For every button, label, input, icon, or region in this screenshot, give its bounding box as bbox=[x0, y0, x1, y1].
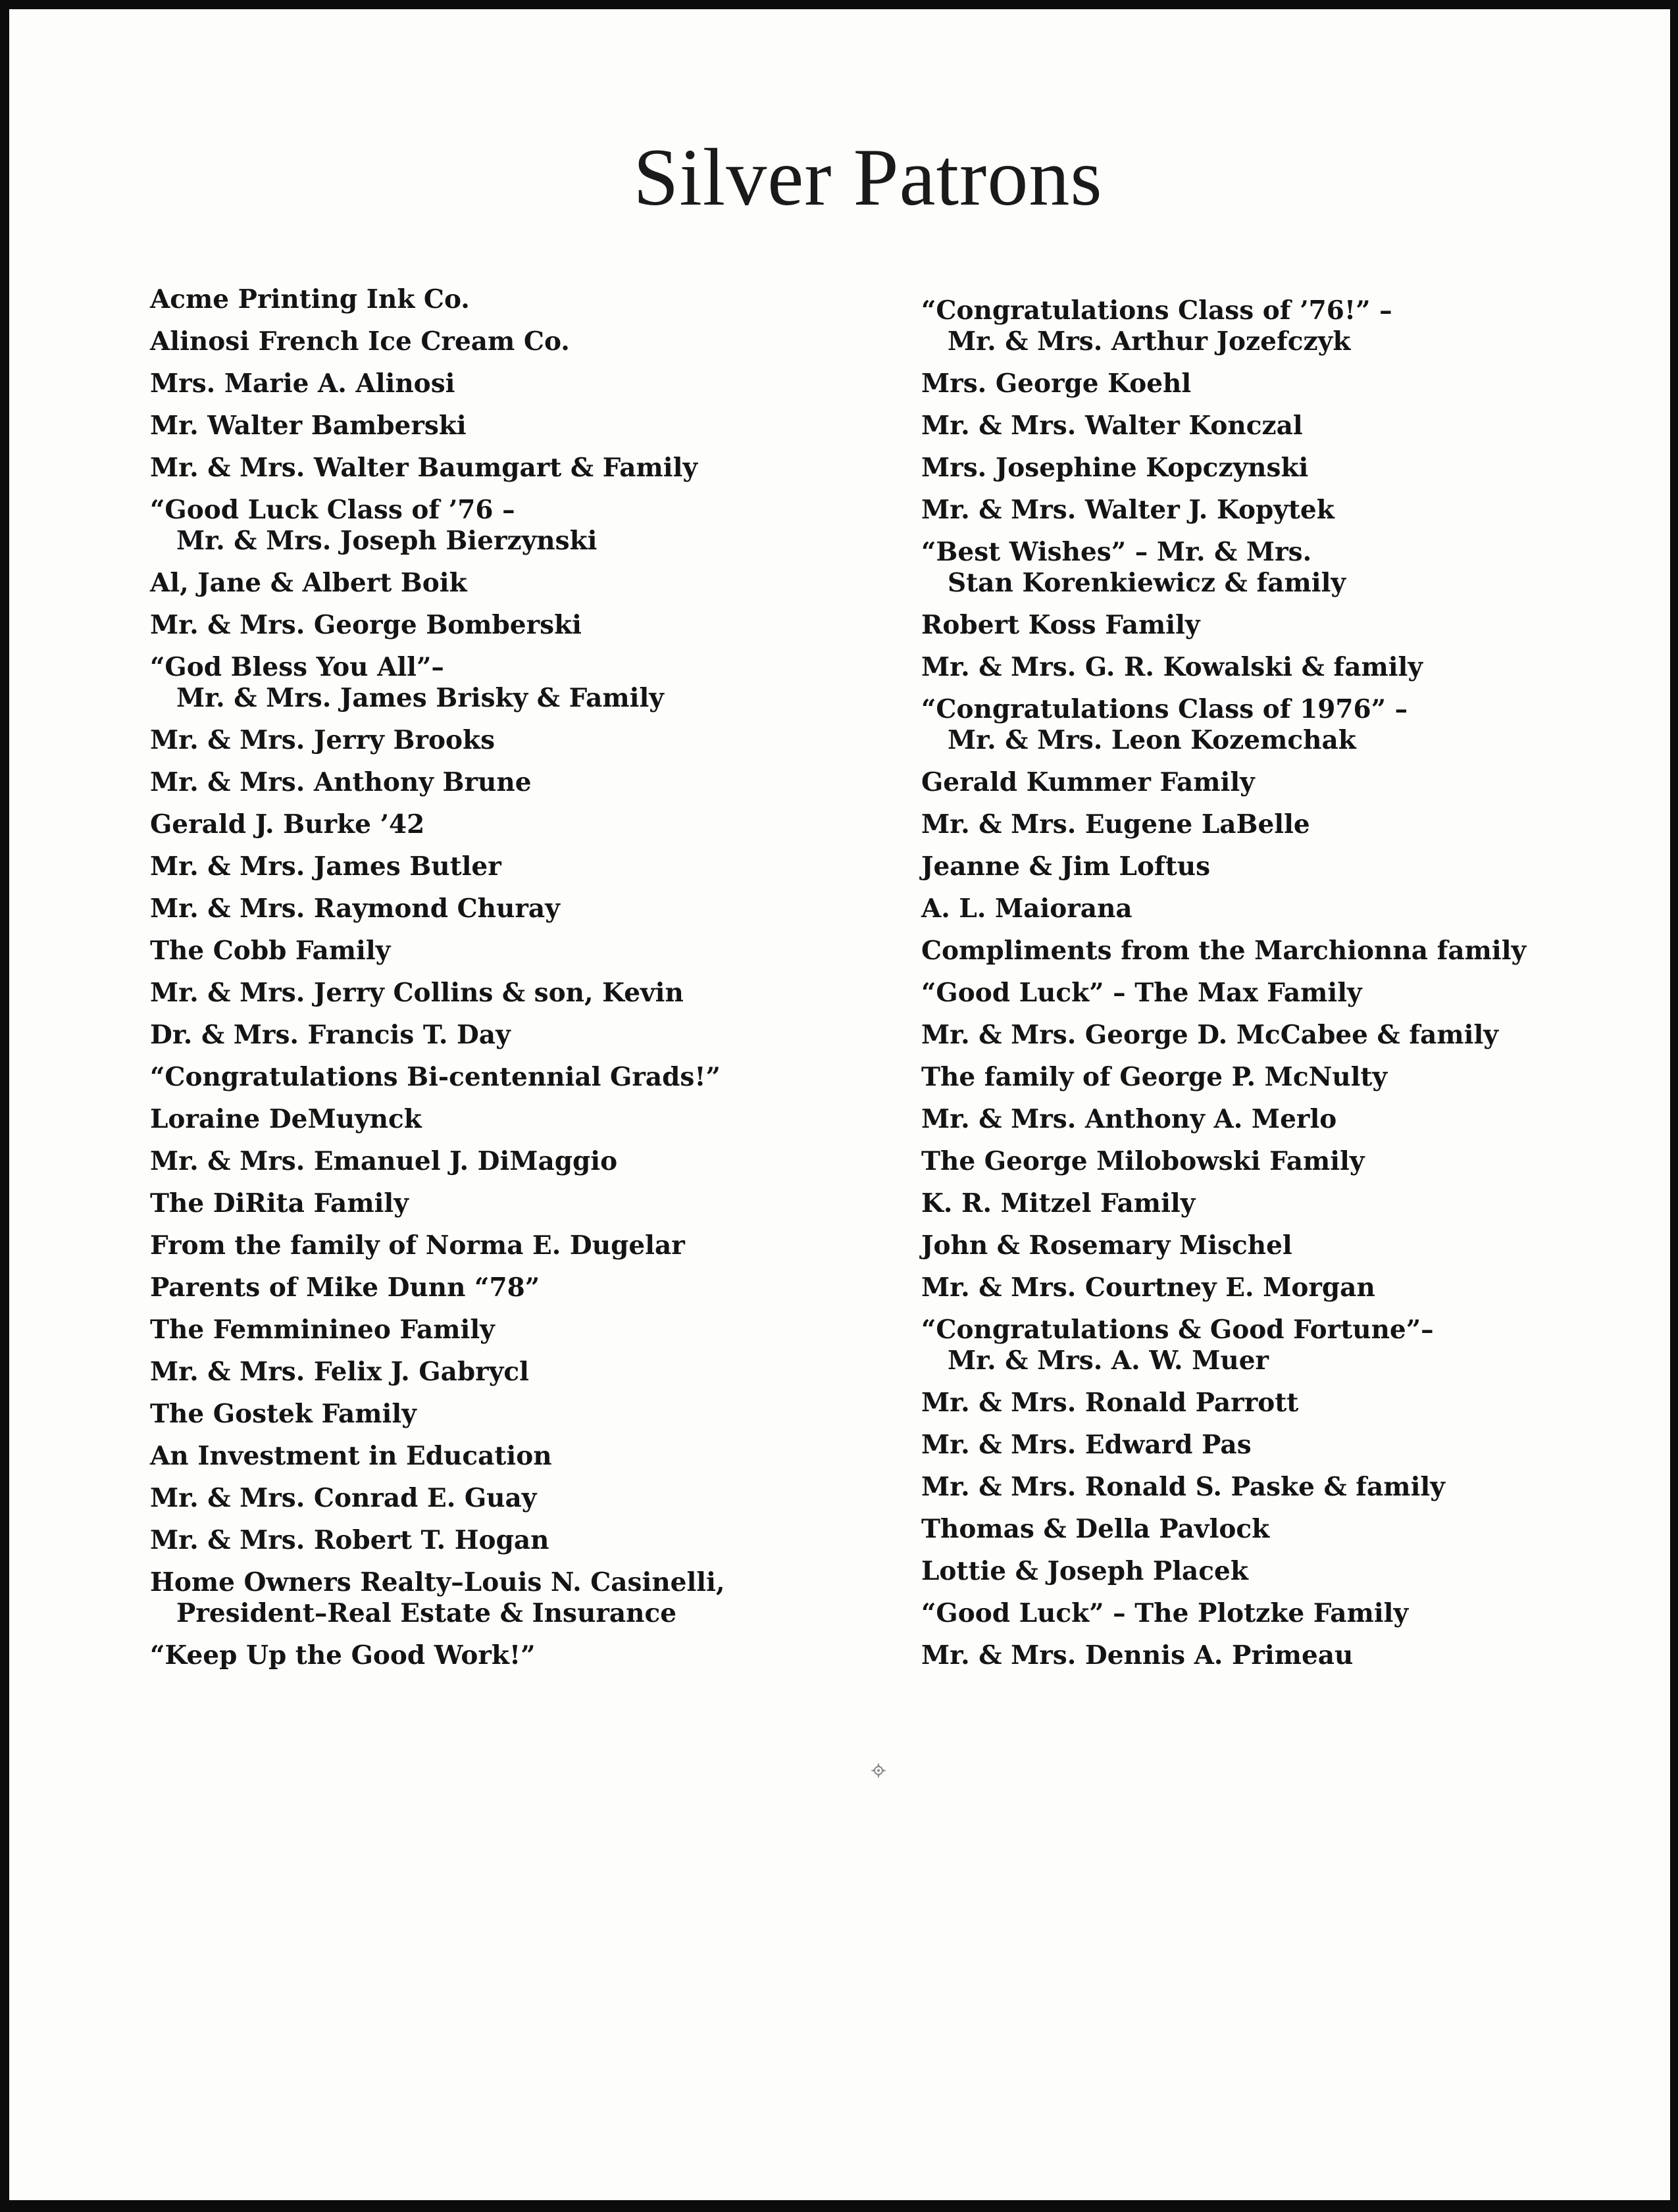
patron-entry bbox=[921, 1230, 1658, 1261]
patron-entry-line: Robert Koss Family bbox=[921, 610, 1200, 640]
patron-entry bbox=[150, 1567, 874, 1629]
patron-entry bbox=[150, 495, 874, 557]
patron-entry-line: The DiRita Family bbox=[150, 1188, 409, 1219]
patron-entry bbox=[921, 1020, 1658, 1051]
patron-entry bbox=[150, 893, 874, 924]
patron-entry-line: From the family of Norma E. Dugelar bbox=[150, 1230, 685, 1261]
patron-entry-line: Dr. & Mrs. Francis T. Day bbox=[150, 1020, 511, 1050]
patron-entry-line: Mr. & Mrs. Dennis A. Primeau bbox=[921, 1640, 1354, 1671]
patron-entry bbox=[150, 610, 874, 641]
patron-entry bbox=[921, 1104, 1658, 1135]
patron-entry-line: Home Owners Realty–Louis N. Casinelli, bbox=[150, 1567, 725, 1597]
patron-entry bbox=[150, 1640, 874, 1671]
patron-entry bbox=[921, 1556, 1658, 1587]
patron-entry-continuation: Stan Korenkiewicz & family bbox=[948, 568, 1346, 598]
patron-entry bbox=[921, 694, 1658, 756]
patron-entry-continuation: Mr. & Mrs. Arthur Jozefczyk bbox=[948, 326, 1351, 357]
patron-entry-line: The Cobb Family bbox=[150, 936, 391, 966]
patron-entry-line: Mrs. George Koehl bbox=[921, 368, 1192, 399]
page bbox=[9, 9, 1670, 2200]
patron-entry bbox=[921, 1640, 1658, 1671]
patron-entry-continuation: Mr. & Mrs. A. W. Muer bbox=[948, 1345, 1269, 1376]
patron-entry bbox=[150, 851, 874, 882]
patron-entry-line: “God Bless You All”– bbox=[150, 652, 444, 682]
patron-entry-line: The Femminineo Family bbox=[150, 1315, 495, 1345]
patron-entry-line: Lottie & Joseph Placek bbox=[921, 1556, 1248, 1586]
patron-entry-line: Mr. & Mrs. Eugene LaBelle bbox=[921, 809, 1310, 840]
patron-entry-continuation: Mr. & Mrs. Joseph Bierzynski bbox=[176, 526, 597, 556]
patron-entry-line: Mrs. Marie A. Alinosi bbox=[150, 368, 455, 399]
patron-entry-line: Mrs. Josephine Kopczynski bbox=[921, 453, 1309, 483]
patron-entry bbox=[921, 1430, 1658, 1461]
patron-entry bbox=[921, 1272, 1658, 1303]
patron-entry-line: “Best Wishes” – Mr. & Mrs. bbox=[921, 537, 1312, 567]
patron-entry bbox=[150, 1483, 874, 1514]
patron-list-left bbox=[150, 284, 874, 1682]
patron-entry bbox=[150, 1020, 874, 1051]
patron-entry-continuation: President–Real Estate & Insurance bbox=[176, 1598, 677, 1628]
patron-entry-line: Mr. & Mrs. Ronald Parrott bbox=[921, 1388, 1299, 1418]
patron-entry bbox=[921, 978, 1658, 1009]
patron-entry-line: Compliments from the Marchionna family bbox=[921, 936, 1527, 966]
patron-entry bbox=[921, 936, 1658, 967]
patron-entry bbox=[150, 368, 874, 399]
patron-entry-line: The family of George P. McNulty bbox=[921, 1062, 1388, 1092]
patron-entry-line: Gerald J. Burke ’42 bbox=[150, 809, 425, 840]
patron-entry-line: Mr. & Mrs. Robert T. Hogan bbox=[150, 1525, 549, 1555]
patron-entry bbox=[921, 1188, 1658, 1219]
patron-entry bbox=[921, 1514, 1658, 1545]
patron-list-right bbox=[921, 295, 1658, 1682]
patron-entry-line: Mr. & Mrs. Ronald S. Paske & family bbox=[921, 1472, 1445, 1502]
patron-entry bbox=[921, 652, 1658, 683]
patron-entry bbox=[921, 1388, 1658, 1419]
patron-entry bbox=[150, 936, 874, 967]
patron-entry-line: Mr. & Mrs. Emanuel J. DiMaggio bbox=[150, 1146, 618, 1176]
patron-entry bbox=[921, 1315, 1658, 1376]
patron-entry-line: Mr. & Mrs. Edward Pas bbox=[921, 1430, 1252, 1460]
patron-entry bbox=[150, 284, 874, 315]
patron-entry-line: “Congratulations Bi-centennial Grads!” bbox=[150, 1062, 721, 1092]
patron-entry bbox=[150, 1525, 874, 1556]
patron-entry bbox=[150, 725, 874, 756]
patron-entry-line: Mr. & Mrs. Anthony Brune bbox=[150, 767, 532, 797]
patron-entry bbox=[921, 1472, 1658, 1503]
patron-entry bbox=[921, 368, 1658, 399]
patron-entry-line: Mr. & Mrs. Walter Baumgart & Family bbox=[150, 453, 698, 483]
patron-entry-line: Mr. & Mrs. G. R. Kowalski & family bbox=[921, 652, 1423, 682]
patron-entry bbox=[150, 1188, 874, 1219]
patron-entry-line: Mr. Walter Bamberski bbox=[150, 411, 467, 441]
patron-entry-line: “Good Luck” – The Max Family bbox=[921, 978, 1362, 1008]
floral-ornament-icon bbox=[869, 1761, 888, 1780]
patron-entry bbox=[150, 568, 874, 599]
patron-entry bbox=[921, 893, 1658, 924]
page-title: Silver Patrons bbox=[633, 132, 1103, 222]
patron-entry bbox=[921, 537, 1658, 599]
patron-entry bbox=[150, 652, 874, 714]
patron-entry bbox=[150, 1272, 874, 1303]
patron-entry bbox=[921, 1062, 1658, 1093]
patron-entry-line: Mr. & Mrs. Raymond Churay bbox=[150, 893, 560, 924]
patron-entry-line: Mr. & Mrs. Jerry Brooks bbox=[150, 725, 496, 755]
patron-entry-line: John & Rosemary Mischel bbox=[921, 1230, 1292, 1261]
patron-entry bbox=[150, 1230, 874, 1261]
patron-entry-line: Mr. & Mrs. Jerry Collins & son, Kevin bbox=[150, 978, 684, 1008]
patron-entry-line: Loraine DeMuynck bbox=[150, 1104, 422, 1134]
patron-entry bbox=[921, 1598, 1658, 1629]
patron-entry-continuation: Mr. & Mrs. James Brisky & Family bbox=[176, 683, 664, 713]
patron-entry-line: Mr. & Mrs. James Butler bbox=[150, 851, 501, 882]
patron-entry bbox=[150, 978, 874, 1009]
patron-entry bbox=[150, 1062, 874, 1093]
patron-entry-line: Mr. & Mrs. Felix J. Gabrycl bbox=[150, 1357, 529, 1387]
patron-entry-line: Mr. & Mrs. Anthony A. Merlo bbox=[921, 1104, 1337, 1134]
patron-entry bbox=[921, 851, 1658, 882]
patron-entry-line: Parents of Mike Dunn “78” bbox=[150, 1272, 540, 1303]
patron-entry bbox=[921, 809, 1658, 840]
patron-entry bbox=[150, 326, 874, 357]
patron-entry-line: Al, Jane & Albert Boik bbox=[150, 568, 467, 598]
patron-entry-line: Mr. & Mrs. Courtney E. Morgan bbox=[921, 1272, 1375, 1303]
patron-entry bbox=[150, 1399, 874, 1430]
patron-entry bbox=[150, 1104, 874, 1135]
patron-entry bbox=[921, 411, 1658, 441]
patron-entry-line: Mr. & Mrs. Walter J. Kopytek bbox=[921, 495, 1335, 525]
patron-entry-line: Acme Printing Ink Co. bbox=[150, 284, 470, 314]
patron-entry bbox=[150, 1441, 874, 1472]
patron-entry-line: “Keep Up the Good Work!” bbox=[150, 1640, 536, 1671]
patron-entry-line: K. R. Mitzel Family bbox=[921, 1188, 1196, 1219]
patron-entry bbox=[921, 1146, 1658, 1177]
patron-entry-line: “Congratulations Class of 1976” – bbox=[921, 694, 1408, 724]
patron-entry-line: Gerald Kummer Family bbox=[921, 767, 1255, 797]
patron-entry bbox=[150, 1357, 874, 1388]
patron-entry-line: The Gostek Family bbox=[150, 1399, 417, 1429]
patron-entry-line: “Congratulations Class of ’76!” – bbox=[921, 295, 1392, 326]
patron-entry-line: Alinosi French Ice Cream Co. bbox=[150, 326, 570, 357]
patron-entry-line: Mr. & Mrs. Conrad E. Guay bbox=[150, 1483, 537, 1513]
patron-entry bbox=[921, 495, 1658, 526]
patron-entry bbox=[150, 767, 874, 798]
patron-entry-line: “Good Luck Class of ’76 – bbox=[150, 495, 515, 525]
patron-entry-line: The George Milobowski Family bbox=[921, 1146, 1365, 1176]
patron-entry bbox=[921, 767, 1658, 798]
patron-entry-continuation: Mr. & Mrs. Leon Kozemchak bbox=[948, 725, 1356, 755]
patron-entry bbox=[921, 610, 1658, 641]
patron-entry-line: Mr. & Mrs. George Bomberski bbox=[150, 610, 582, 640]
patron-entry-line: Jeanne & Jim Loftus bbox=[921, 851, 1211, 882]
patron-entry bbox=[150, 1146, 874, 1177]
patron-entry-line: “Good Luck” – The Plotzke Family bbox=[921, 1598, 1409, 1628]
patron-entry-line: Mr. & Mrs. George D. McCabee & family bbox=[921, 1020, 1498, 1050]
patron-entry-line: An Investment in Education bbox=[150, 1441, 552, 1471]
patron-entry bbox=[921, 295, 1658, 357]
patron-entry bbox=[150, 453, 874, 484]
patron-entry bbox=[150, 411, 874, 441]
patron-entry bbox=[150, 809, 874, 840]
patron-entry bbox=[921, 453, 1658, 484]
patron-entry-line: “Congratulations & Good Fortune”– bbox=[921, 1315, 1434, 1345]
patron-entry-line: Thomas & Della Pavlock bbox=[921, 1514, 1270, 1544]
patron-entry-line: A. L. Maiorana bbox=[921, 893, 1132, 924]
patron-entry-line: Mr. & Mrs. Walter Konczal bbox=[921, 411, 1303, 441]
patron-entry bbox=[150, 1315, 874, 1345]
